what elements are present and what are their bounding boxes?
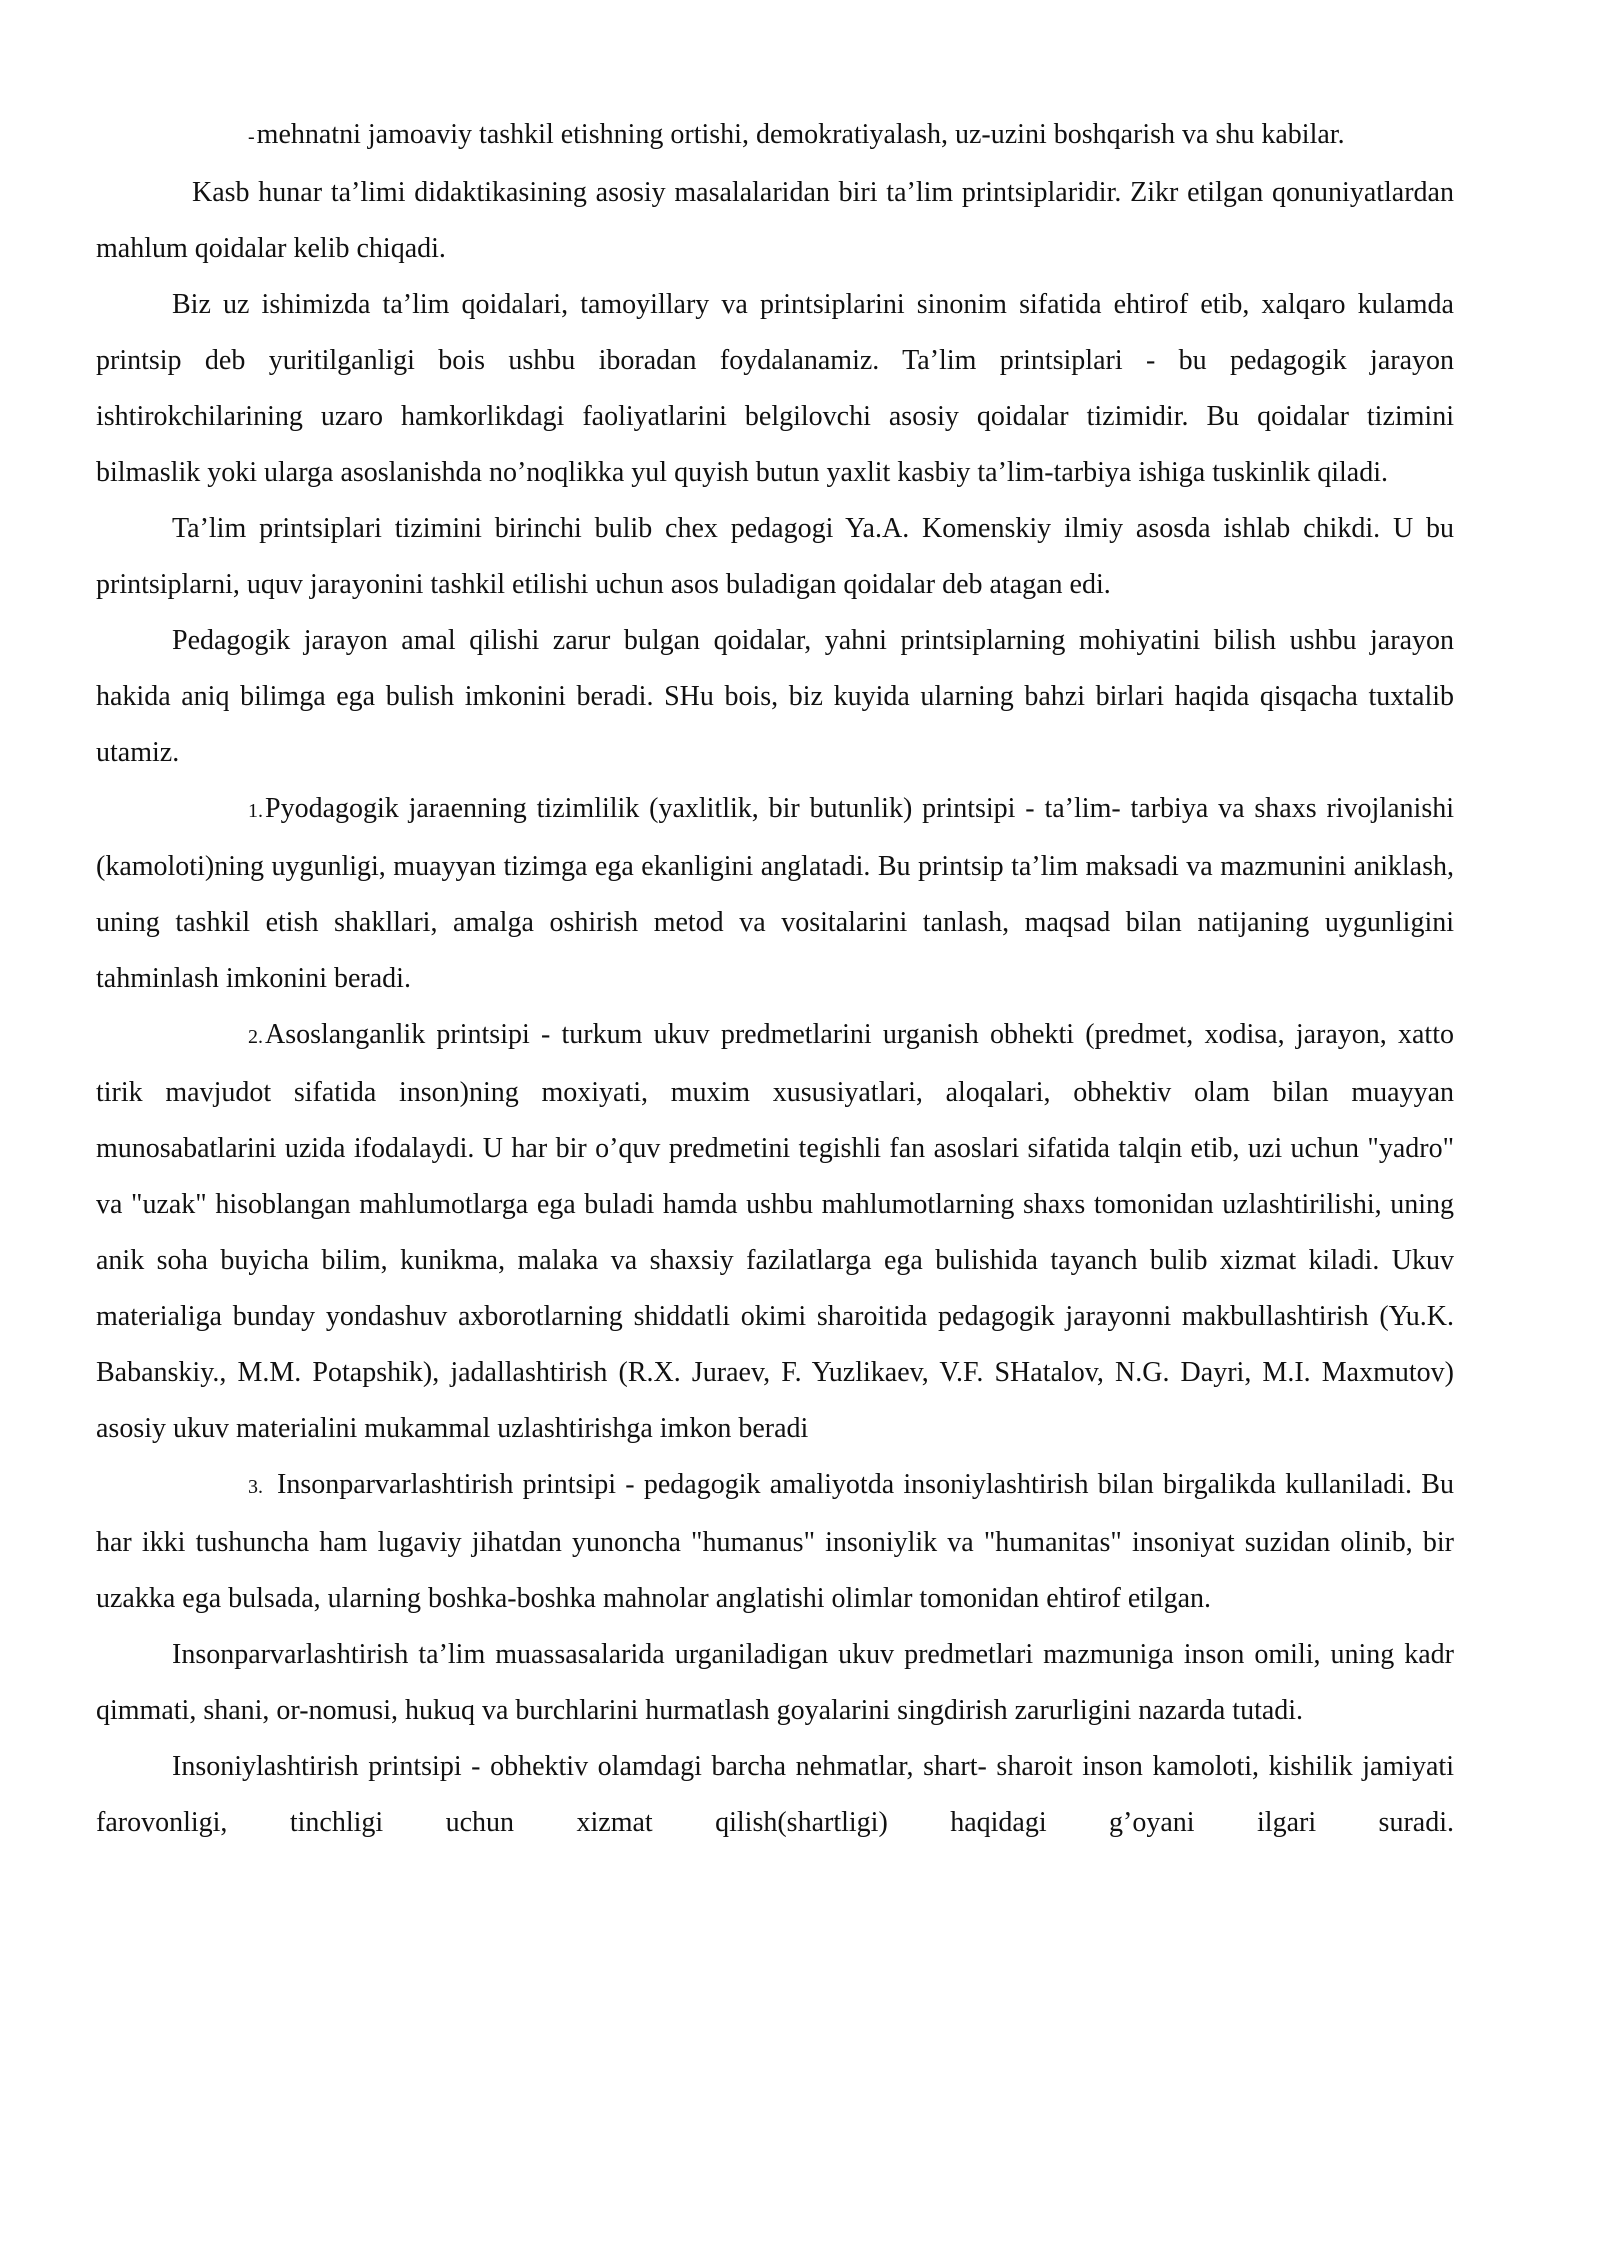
paragraph-systematicity-principle [96,781,1454,1007]
paragraph-principles-definition [96,277,1454,501]
paragraph-text: Insonparvarlashtirish ta’lim muassasalarida urganiladigan ukuv predmetlari mazmuniga inson omili, uning kadr qimmati, shani, or-nomusi, hukuq va burchlarini hurmatlash goyalarini singdirish zarurligini nazarda tutadi. [96,1639,1454,1726]
paragraph-humaneness-principle [96,1739,1454,1851]
list-number-marker: 2. [248,1026,263,1048]
paragraph-labor-organization [96,107,1454,165]
paragraph-text: Insoniylashtirish printsipi - obhektiv olamdagi barcha nehmatlar, shart- sharoit inson kamoloti, kishilik jamiyati farovonligi, tinchligi uchun xizmat qilish(shartligi) haqidagi g’oyani ilgari suradi. [96,1751,1454,1838]
paragraph-text: mehnatni jamoaviy tashkil etishning ortishi, demokratiyalash, uz-uzini boshqarish va shu kabilar. [256,119,1345,150]
document-body [96,107,1454,1851]
paragraph-text: Ta’lim printsiplari tizimini birinchi bulib chex pedagogi Ya.A. Komenskiy ilmiy asosda ishlab chikdi. U bu printsiplarni, uquv jarayonini tashkil etilishi uchun asos buladigan qoidalar deb atagan edi. [96,513,1454,600]
paragraph-text: Pyodagogik jaraenning tizimlilik (yaxlitlik, bir butunlik) printsipi - ta’lim- tarbiya va shaxs rivojlanishi (kamoloti)ning uygunligi, muayyan tizimga ega ekanligini anglatadi. Bu printsip ta’lim maksadi va mazmunini aniklash, uning tashkil etish shakllari, amalga oshirish metod va vositalarini tanlash, maqsad bilan natijaning uygunligini tahminlash imkonini beradi. [96,793,1454,994]
paragraph-text: Kasb hunar ta’limi didaktikasining asosiy masalalaridan biri ta’lim printsiplaridir. Zikr etilgan qonuniyatlardan mahlum qoidalar kelib chiqadi. [96,177,1454,264]
paragraph-text: Insonparvarlashtirish printsipi - pedagogik amaliyotda insoniylashtirish bilan birgalikda kullaniladi. Bu har ikki tushuncha ham lugaviy jihatdan yunoncha "humanus" insoniylik va "humanitas" insoniyat suzidan olinib, bir uzakka ega bulsada, ularning boshka-boshka mahnolar anglatishi olimlar tomonidan ehtirof etilgan. [96,1469,1454,1614]
paragraph-text: Asoslanganlik printsipi - turkum ukuv predmetlarini urganish obhekti (predmet, xodisa, jarayon, xatto tirik mavjudot sifatida inson)ning moxiyati, muxim xususiyatlari, aloqalari, obhektiv olam bilan muayyan munosabatlarini uzida ifodalaydi. U har bir o’quv predmetini tegishli fan asoslari sifatida talqin etib, uzi uchun "yadro" va "uzak" hisoblangan mahlumotlarga ega buladi hamda ushbu mahlumotlarning shaxs tomonidan uzlashtirilishi, uning anik soha buyicha bilim, kunikma, malaka va shaxsiy fazilatlarga ega bulishida tayanch bulib xizmat kiladi. Ukuv materialiga bunday yondashuv axborotlarning shiddatli okimi sharoitida pedagogik jarayonni makbullashtirish (Yu.K. Babanskiy., M.M. Potapshik), jadallashtirish (R.X. Juraev, F. Yuzlikaev, V.F. SHatalov, N.G. Dayri, M.I. Maxmutov) asosiy ukuv materialini mukammal uzlashtirishga imkon beradi [96,1019,1454,1444]
paragraph-groundedness-principle [96,1007,1454,1457]
paragraph-humanization-principle [96,1457,1454,1627]
dash-marker: - [248,126,255,148]
paragraph-text: Biz uz ishimizda ta’lim qoidalari, tamoyillary va printsiplarini sinonim sifatida ehtirof etib, xalqaro kulamda printsip deb yuritilganligi bois ushbu iboradan foydalanamiz. Ta’lim printsiplari - bu pedagogik jarayon ishtirokchilarining uzaro hamkorlikdagi faoliyatlarini belgilovchi asosiy qoidalar tizimidir. Bu qoidalar tizimini bilmaslik yoki ularga asoslanishda no’noqlikka yul quyish butun yaxlit kasbiy ta’lim-tarbiya ishiga tuskinlik qiladi. [96,289,1454,488]
paragraph-humanization-content [96,1627,1454,1739]
paragraph-pedagogical-process [96,613,1454,781]
list-number-marker: 3. [248,1476,263,1498]
list-number-marker: 1. [248,800,263,822]
paragraph-komenskiy [96,501,1454,613]
paragraph-didactics [96,165,1454,277]
paragraph-text: Pedagogik jarayon amal qilishi zarur bulgan qoidalar, yahni printsiplarning mohiyatini bilish ushbu jarayon hakida aniq bilimga ega bulish imkonini beradi. SHu bois, biz kuyida ularning bahzi birlari haqida qisqacha tuxtalib utamiz. [96,625,1454,768]
